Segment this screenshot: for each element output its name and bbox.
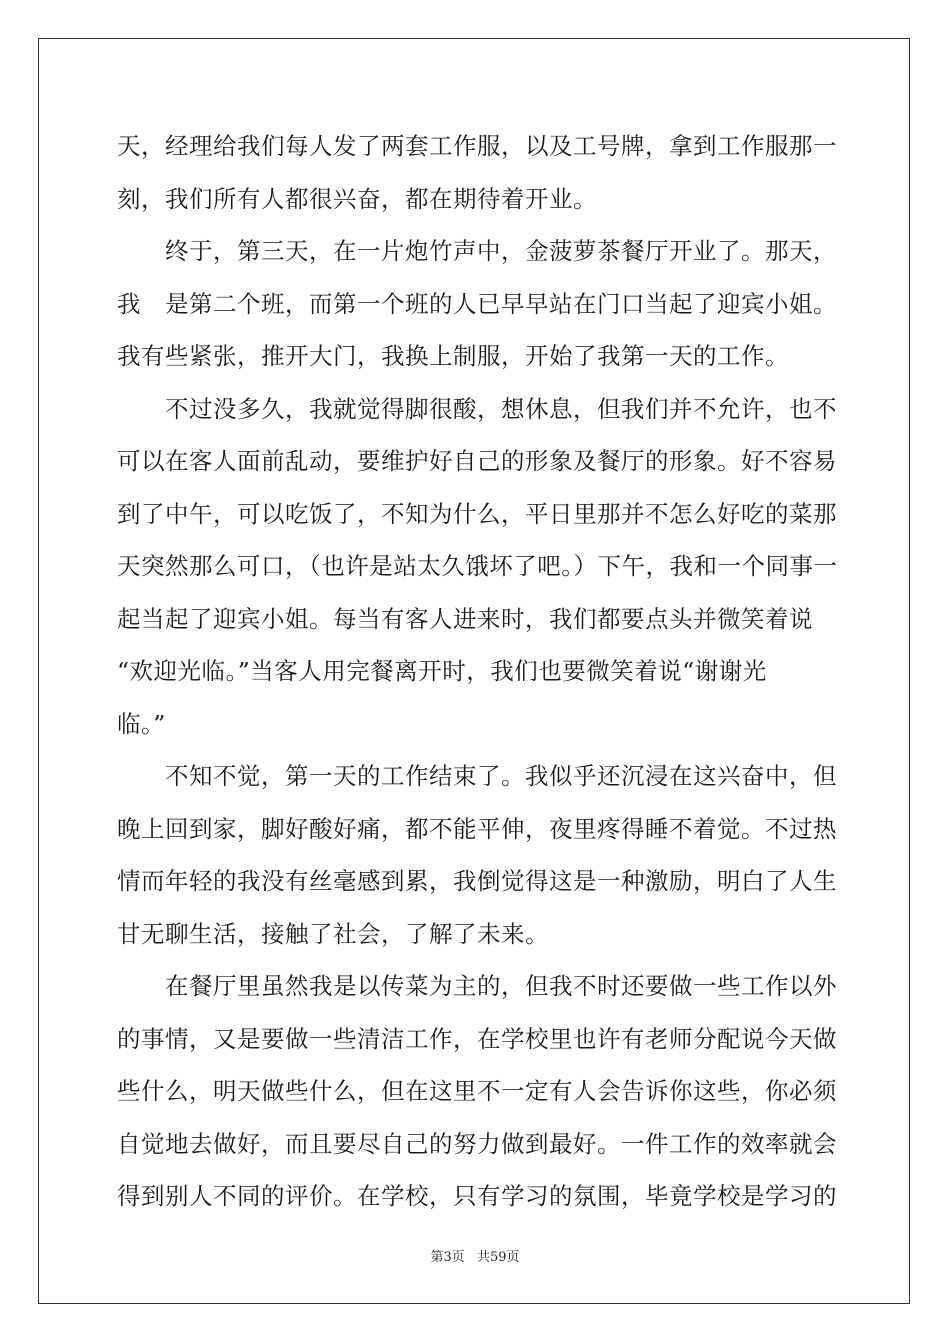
text-line: 终于，第三天，在一片炮竹声中，金菠萝茶餐厅开业了。那天，: [165, 237, 837, 265]
text-line: 不过没多久，我就觉得脚很酸，想休息，但我们并不允许，也不: [165, 394, 837, 423]
text-line: 自觉地去做好，而且要尽自己的努力做到最好。一件工作的效率就会: [117, 1129, 837, 1158]
text-line: 甘无聊生活，接触了社会，了解了未来。: [117, 919, 549, 948]
text-line: 我 是第二个班，而第一个班的人已早早站在门口当起了迎宾小姐。: [117, 289, 837, 318]
document-body: [117, 120, 837, 1223]
page-total: 共59页: [476, 1250, 520, 1265]
text-line: 的事情，又是要做一些清洁工作，在学校里也许有老师分配说今天做: [117, 1024, 837, 1053]
page-number: 第3页: [430, 1250, 465, 1265]
text-line: 临。”: [117, 709, 166, 738]
text-line: 到了中午，可以吃饭了，不知为什么，平日里那并不怎么好吃的菜那: [117, 499, 837, 528]
page-footer: [0, 1246, 950, 1265]
text-line: 刻，我们所有人都很兴奋，都在期待着开业。: [117, 184, 597, 213]
text-line: 天，经理给我们每人发了两套工作服，以及工号牌，拿到工作服那一: [117, 132, 837, 160]
text-line: “欢迎光临。”当客人用完餐离开时，我们也要微笑着说“谢谢光: [117, 657, 767, 685]
text-line: 些什么，明天做些什么，但在这里不一定有人会告诉你这些，你必须: [117, 1077, 837, 1105]
text-line: 情而年轻的我没有丝毫感到累，我倒觉得这是一种激励，明白了人生: [117, 867, 837, 895]
text-line: 在餐厅里虽然我是以传菜为主的，但我不时还要做一些工作以外: [165, 972, 837, 1000]
text-line: 可以在客人面前乱动，要维护好自己的形象及餐厅的形象。好不容易: [117, 447, 837, 475]
text-line: 我有些紧张，推开大门，我换上制服，开始了我第一天的工作。: [117, 342, 789, 370]
text-line: 起当起了迎宾小姐。每当有客人进来时，我们都要点头并微笑着说: [117, 604, 813, 633]
text-line: 得到别人不同的评价。在学校，只有学习的氛围，毕竟学校是学习的: [117, 1182, 837, 1210]
text-line: 天突然那么可口，（也许是站太久饿坏了吧。）下午，我和一个同事一: [117, 552, 838, 580]
text-line: 晚上回到家，脚好酸好痛，都不能平伸，夜里疼得睡不着觉。不过热: [117, 814, 837, 843]
text-line: 不知不觉，第一天的工作结束了。我似乎还沉浸在这兴奋中，但: [165, 762, 837, 790]
